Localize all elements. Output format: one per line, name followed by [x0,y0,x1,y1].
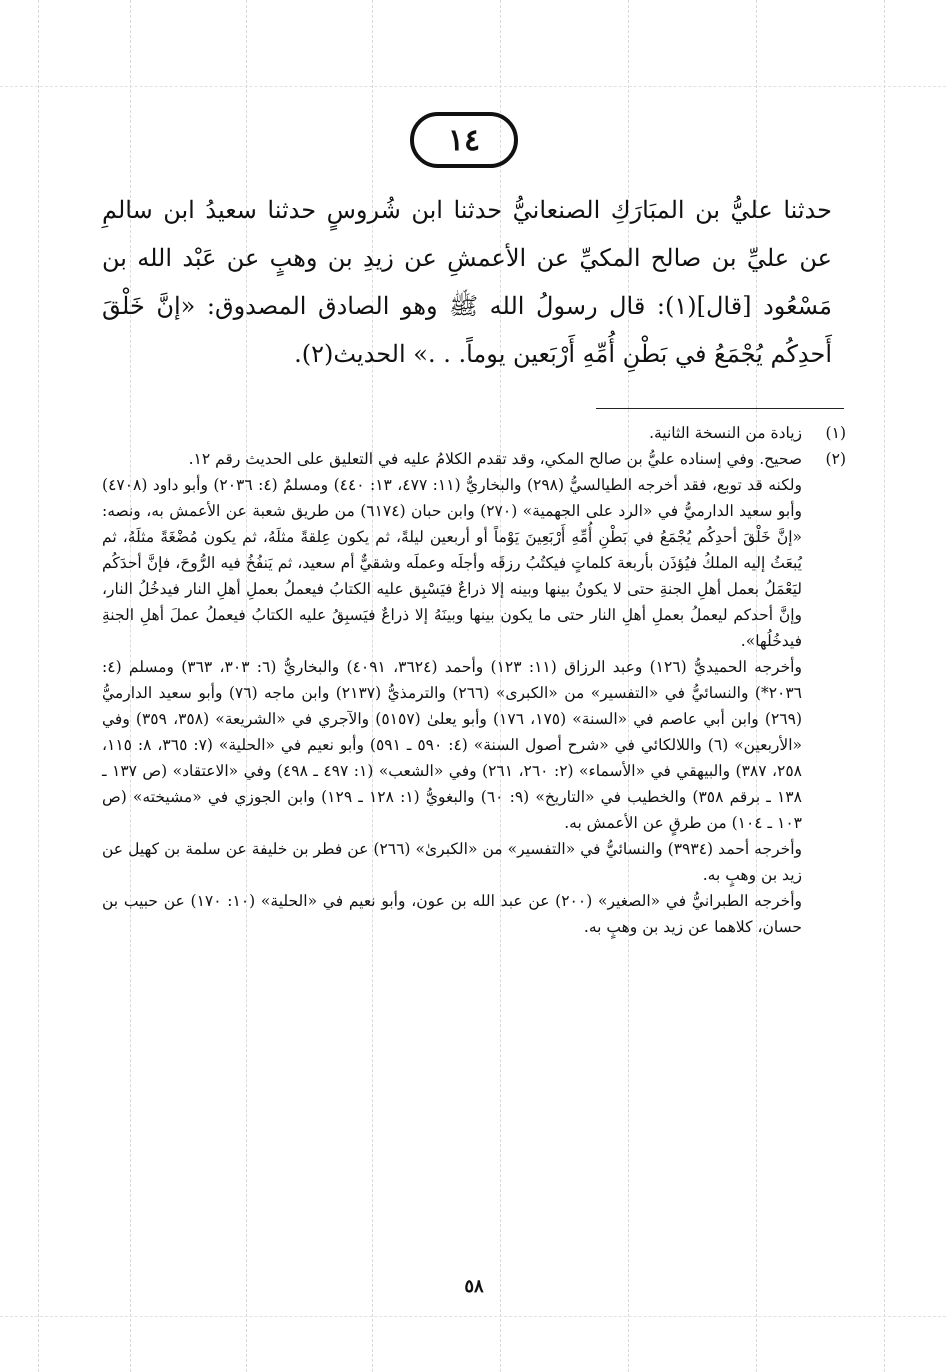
scan-gridline [884,0,885,1372]
footnote-paragraph: وأخرجه الطبرانيُّ في «الصغير» (٢٠٠) عن عبد الله بن عون، وأبو نعيم في «الحلية» (١٠: ١٧٠) عن حبيب بن حسان، كلاهما عن زيد بن وهبٍ به. [102,892,802,936]
footnote-paragraph: ولكنه قد توبع، فقد أخرجه الطيالسيُّ (٢٩٨) والبخاريُّ (١١: ٤٧٧، ١٣: ٤٤٠) ومسلمٌ (٤: ٢٠٣٦) وأبو داود (٤٧٠٨) وأبو سعيد الدارميُّ في «الرد على الجهمية» (٢٧٠) وابن حبان (٦١٧٤) من طريق شعبة عن الأعمش به، ونصه: «إنَّ خَلْقَ أحدِكُم يُجْمَعُ في بَطْنِ أُمِّهِ أَرْبَعِينَ يَوْماً أو أربعين ليلةً، ثم يكون عِلقةً مثلَهُ، ثم يكون مُضْغَةً مثلَهُ، ثم يُبعَثُ إليه الملكُ فيُؤذَن بأربعة كلماتٍ فيكتُبُ رزقَه وأجلَه وعملَه وشقيٌّ أم سعيد، ثم يَنفُخُ فيه الرُّوحَ، فإنَّ أحدَكُم ليَعْمَلُ بعمل أهلِ الجنةِ حتى لا يكونُ بينها وبينه إلا ذراعٌ فيَسْبِق عليه الكتابُ فيعملُ بعملِ أهلِ النار فيدخُلُ النار، وإنَّ أحدكم ليعملُ بعملِ أهلِ النار حتى ما يكون بينها وبينَهُ إلا ذراعٌ فيَسبِقُ عليه الكتابُ فيعملُ عملَ أهلِ الجنةِ فيدخُلُها». [102,476,802,650]
scan-gridline [38,0,39,1372]
scan-gridline [0,1316,946,1317]
footnote-body [102,420,802,446]
footnote-paragraph: وأخرجه الحميديُّ (١٢٦) وعبد الرزاق (١١: ١٢٣) وأحمد (٣٦٢٤، ٤٠٩١) والبخاريُّ (٦: ٣٠٣، ٣٦٣) ومسلم (٤: ٢٠٣٦*) والنسائيُّ في «التفسير» من «الكبرى» (٢٦٦) والترمذيُّ (٢١٣٧) وابن ماجه (٧٦) وأبو سعيد الدارميُّ (٢٦٩) وابن أبي عاصم في «السنة» (١٧٥، ١٧٦) وأبو يعلىٰ (٥١٥٧) والآجري في «الشريعة» (٣٥٨، ٣٥٩) وفي «الأربعين» (٦) واللالكائي في «شرح أصول السنة» (٤: ٥٩٠ ـ ٥٩١) وأبو نعيم في «الحلية» (٧: ٣٦٥، ٨: ١١٥، ٢٥٨، ٣٨٧) والبيهقي في «الأسماء» (٢: ٢٦٠، ٢٦١) وفي «الشعب» (١: ٤٩٧ ـ ٤٩٨) وفي «الاعتقاد» (ص ١٣٧ ـ ١٣٨ ـ برقم ٣٥٨) والخطيب في «التاريخ» (٩: ٦٠) والبغويُّ (١: ١٢٨ ـ ١٢٩) وابن الجوزي في «مشيخته» (ص ١٠٣ ـ ١٠٤) من طرقٍ عن الأعمش به. [102,658,803,832]
page-number: ٥٨ [464,1276,484,1297]
hadith-paragraph: حدثنا عليُّ بن المبَارَكِ الصنعانيُّ حدثنا ابن شُروسٍ حدثنا سعيدُ ابن سالمِ عن عليِّ بن صالح المكيِّ عن الأعمشِ عن زيدِ بن وهبٍ عن عَبْد الله بن مَسْعُود [قال](١): قال رسولُ الله ﷺ وهو الصادق المصدوق: «إنَّ خَلْقَ أَحدِكُم يُجْمَعُ في بَطْنِ أُمِّهِ أَرْبَعين يوماً. . .» الحديث(٢). [102,196,833,368]
hadith-number-badge [410,112,518,168]
footnote-separator [596,408,844,409]
footnote-number: (١) [825,424,846,442]
footnote-paragraph: وأخرجه أحمد (٣٩٣٤) والنسائيُّ في «التفسير» من «الكبرىٰ» (٢٦٦) عن فطر بن خليفة عن سلمة بن كهيل عن زيد بن وهبٍ به. [102,840,802,884]
footnote-paragraph: صحيح. وفي إسناده عليُّ بن صالح المكي، وقد تقدم الكلامُ عليه في التعليق على الحديث رقم ١٢. [188,450,802,468]
hadith-text [102,186,832,378]
footnote-number: (٢) [825,450,846,468]
footnote-1 [102,420,846,446]
hadith-number: ١٤ [447,122,481,158]
footnote-body [102,446,802,940]
footnote-paragraph: زيادة من النسخة الثانية. [649,424,802,442]
scan-gridline [0,86,946,87]
footnote-2 [102,446,846,940]
footnotes [102,420,846,940]
